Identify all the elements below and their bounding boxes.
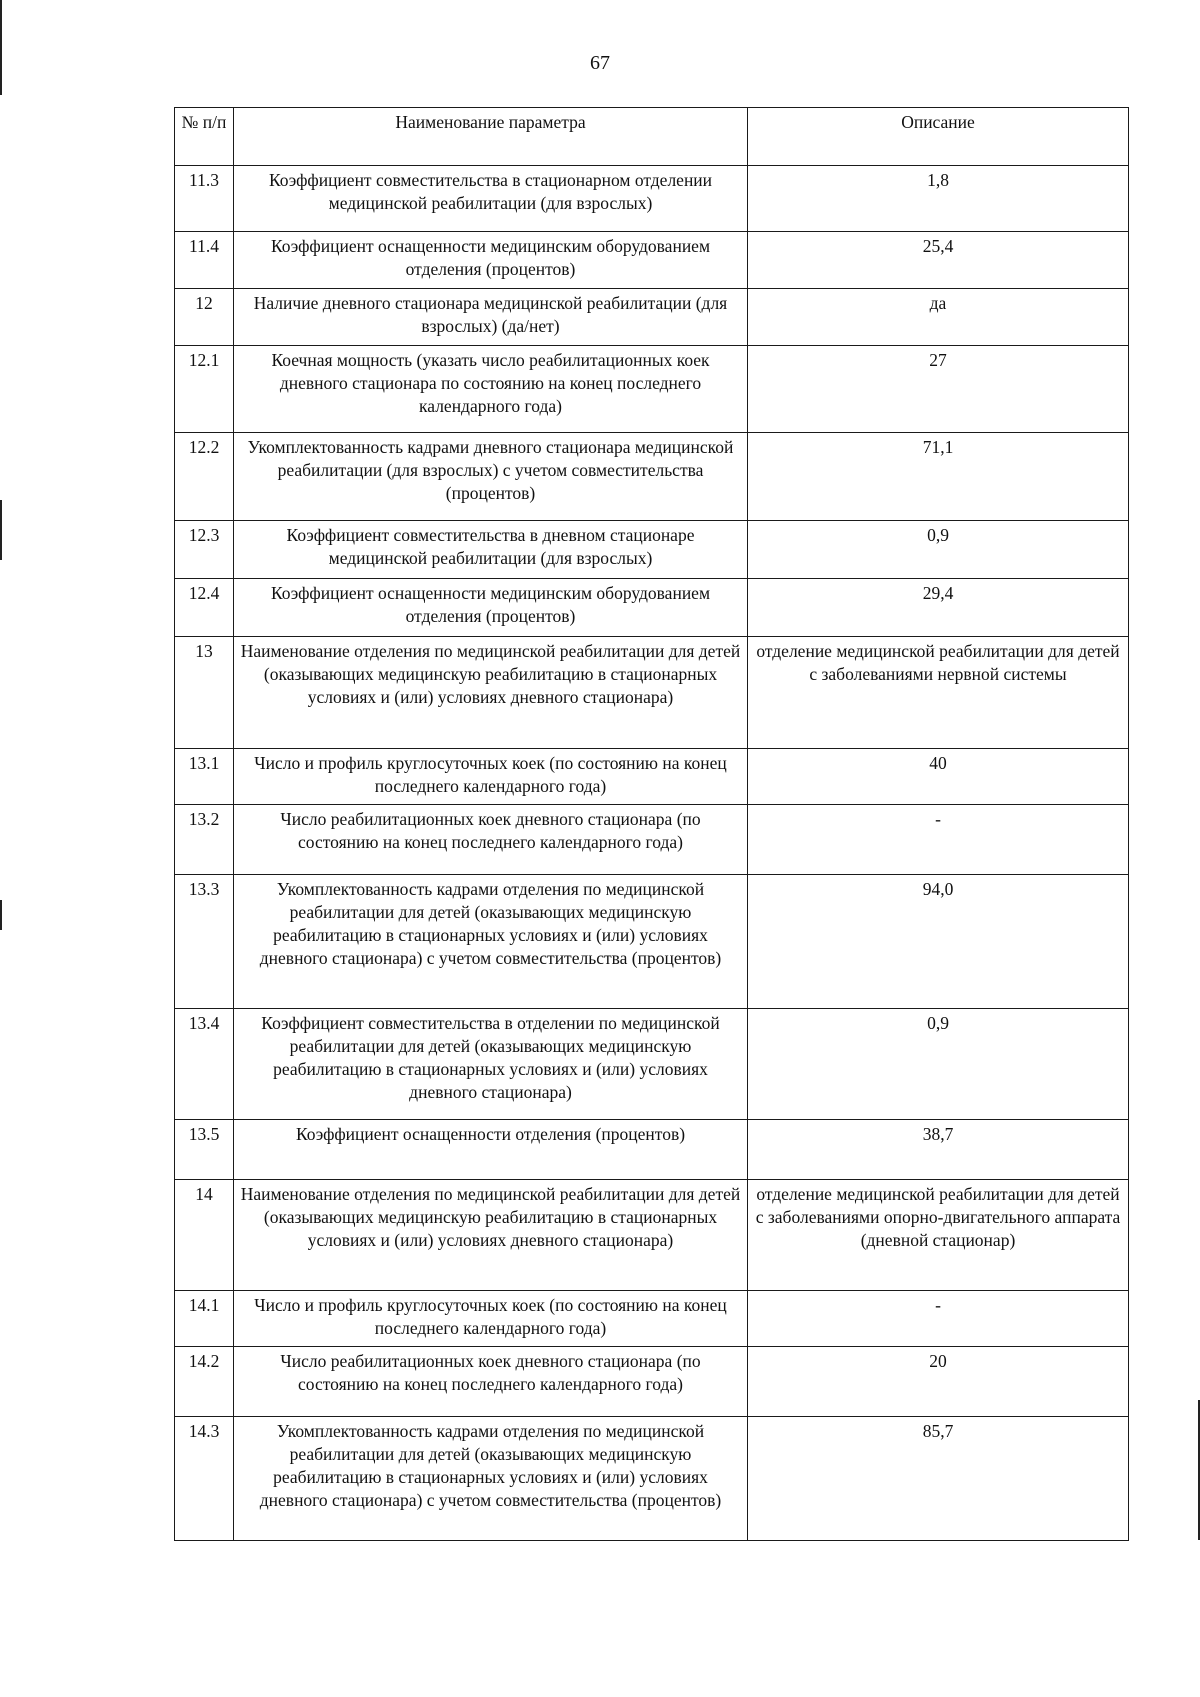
row-name: Коэффициент оснащенности медицинским оборудованием отделения (процентов) bbox=[234, 232, 748, 289]
row-desc: 0,9 bbox=[748, 1009, 1129, 1120]
row-desc: отделение медицинской реабилитации для детей с заболеваниями опорно-двигательного аппарата (дневной стационар) bbox=[748, 1180, 1129, 1291]
row-desc: 27 bbox=[748, 346, 1129, 433]
table-row bbox=[175, 637, 1129, 749]
row-name: Число и профиль круглосуточных коек (по состоянию на конец последнего календарного года) bbox=[234, 1291, 748, 1347]
row-num: 12 bbox=[175, 289, 234, 346]
table-row bbox=[175, 1417, 1129, 1541]
row-name: Укомплектованность кадрами отделения по медицинской реабилитации для детей (оказывающих медицинскую реабилитацию в стационарных условиях и (или) условиях дневного стационара) с учетом совместительства (процентов) bbox=[234, 1417, 748, 1541]
table-row bbox=[175, 579, 1129, 637]
table-row bbox=[175, 346, 1129, 433]
row-name: Укомплектованность кадрами дневного стационара медицинской реабилитации (для взрослых) с учетом совместительства (процентов) bbox=[234, 433, 748, 521]
header-desc: Описание bbox=[748, 108, 1129, 166]
table-row bbox=[175, 805, 1129, 875]
row-desc: 85,7 bbox=[748, 1417, 1129, 1541]
row-desc: - bbox=[748, 1291, 1129, 1347]
row-desc: 0,9 bbox=[748, 521, 1129, 579]
scan-edge-mark bbox=[0, 900, 2, 930]
table-row bbox=[175, 1347, 1129, 1417]
row-desc: 29,4 bbox=[748, 579, 1129, 637]
row-num: 14.1 bbox=[175, 1291, 234, 1347]
row-num: 12.2 bbox=[175, 433, 234, 521]
table-row bbox=[175, 289, 1129, 346]
row-name: Наименование отделения по медицинской реабилитации для детей (оказывающих медицинскую реабилитацию в стационарных условиях и (или) условиях дневного стационара) bbox=[234, 637, 748, 749]
row-desc: отделение медицинской реабилитации для детей с заболеваниями нервной системы bbox=[748, 637, 1129, 749]
row-desc: 40 bbox=[748, 749, 1129, 805]
row-num: 13.2 bbox=[175, 805, 234, 875]
row-desc: 1,8 bbox=[748, 166, 1129, 232]
table-row bbox=[175, 521, 1129, 579]
row-desc: 71,1 bbox=[748, 433, 1129, 521]
page-number: 67 bbox=[590, 52, 610, 74]
table-header-row bbox=[175, 108, 1129, 166]
row-num: 14 bbox=[175, 1180, 234, 1291]
row-name: Коэффициент совместительства в стационарном отделении медицинской реабилитации (для взрослых) bbox=[234, 166, 748, 232]
row-name: Наличие дневного стационара медицинской реабилитации (для взрослых) (да/нет) bbox=[234, 289, 748, 346]
table-row bbox=[175, 1120, 1129, 1180]
table-row bbox=[175, 232, 1129, 289]
table-row bbox=[175, 749, 1129, 805]
row-name: Коэффициент оснащенности отделения (процентов) bbox=[234, 1120, 748, 1180]
row-num: 12.1 bbox=[175, 346, 234, 433]
row-desc: 25,4 bbox=[748, 232, 1129, 289]
row-num: 13.1 bbox=[175, 749, 234, 805]
row-num: 13.3 bbox=[175, 875, 234, 1009]
row-desc: 38,7 bbox=[748, 1120, 1129, 1180]
table-row bbox=[175, 433, 1129, 521]
row-num: 14.2 bbox=[175, 1347, 234, 1417]
row-name: Число реабилитационных коек дневного стационара (по состоянию на конец последнего календарного года) bbox=[234, 805, 748, 875]
row-num: 13.4 bbox=[175, 1009, 234, 1120]
table-row bbox=[175, 875, 1129, 1009]
row-name: Число реабилитационных коек дневного стационара (по состоянию на конец последнего календарного года) bbox=[234, 1347, 748, 1417]
header-name: Наименование параметра bbox=[234, 108, 748, 166]
row-num: 11.3 bbox=[175, 166, 234, 232]
row-name: Число и профиль круглосуточных коек (по состоянию на конец последнего календарного года) bbox=[234, 749, 748, 805]
row-num: 13.5 bbox=[175, 1120, 234, 1180]
parameters-table bbox=[174, 107, 1129, 1541]
row-desc: 20 bbox=[748, 1347, 1129, 1417]
table-row bbox=[175, 1009, 1129, 1120]
row-name: Укомплектованность кадрами отделения по медицинской реабилитации для детей (оказывающих медицинскую реабилитацию в стационарных условиях и (или) условиях дневного стационара) с учетом совместительства (процентов) bbox=[234, 875, 748, 1009]
row-name: Наименование отделения по медицинской реабилитации для детей (оказывающих медицинскую реабилитацию в стационарных условиях и (или) условиях дневного стационара) bbox=[234, 1180, 748, 1291]
header-num: № п/п bbox=[175, 108, 234, 166]
scan-edge-mark bbox=[0, 0, 2, 95]
table-row bbox=[175, 166, 1129, 232]
row-name: Коэффициент совместительства в дневном стационаре медицинской реабилитации (для взрослых) bbox=[234, 521, 748, 579]
row-num: 12.4 bbox=[175, 579, 234, 637]
row-name: Коэффициент оснащенности медицинским оборудованием отделения (процентов) bbox=[234, 579, 748, 637]
row-num: 14.3 bbox=[175, 1417, 234, 1541]
table-row bbox=[175, 1291, 1129, 1347]
row-num: 11.4 bbox=[175, 232, 234, 289]
row-num: 12.3 bbox=[175, 521, 234, 579]
row-desc: - bbox=[748, 805, 1129, 875]
row-num: 13 bbox=[175, 637, 234, 749]
row-desc: 94,0 bbox=[748, 875, 1129, 1009]
row-desc: да bbox=[748, 289, 1129, 346]
row-name: Коэффициент совместительства в отделении по медицинской реабилитации для детей (оказывающих медицинскую реабилитацию в стационарных условиях и (или) условиях дневного стационара) bbox=[234, 1009, 748, 1120]
scan-edge-mark bbox=[0, 500, 2, 560]
row-name: Коечная мощность (указать число реабилитационных коек дневного стационара по состоянию на конец последнего календарного года) bbox=[234, 346, 748, 433]
table-row bbox=[175, 1180, 1129, 1291]
